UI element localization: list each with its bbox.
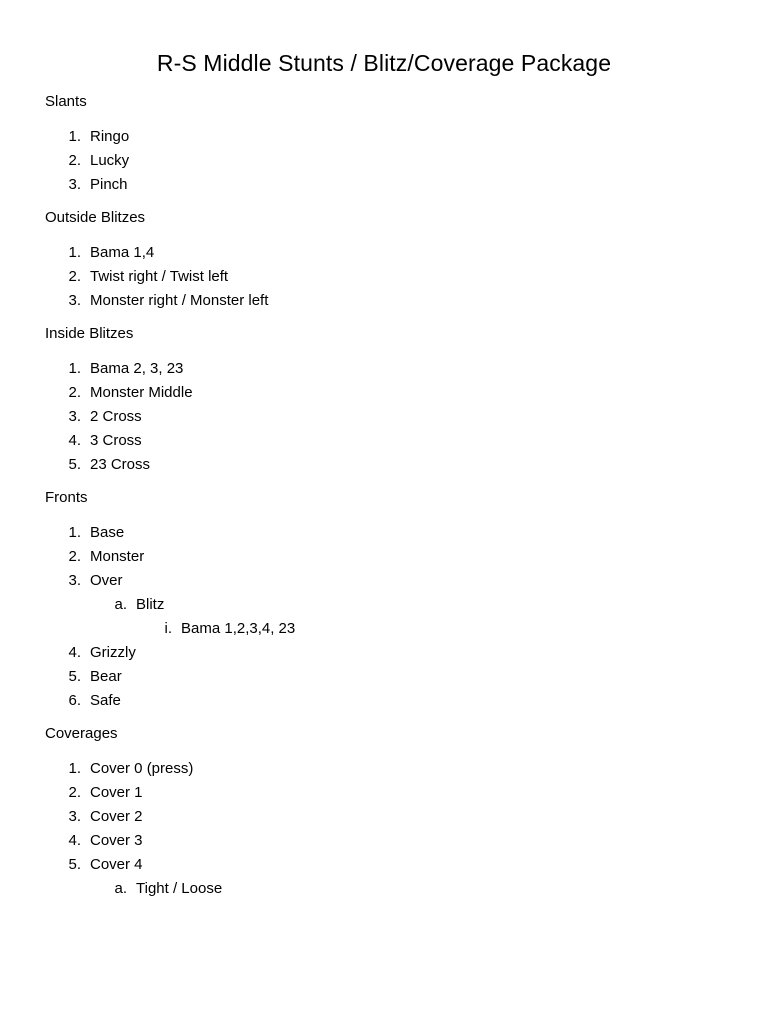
list-number: 3. [68,572,81,589]
list-roman: i. [164,620,172,637]
list-number: 5. [68,456,81,473]
list-text: 3 Cross [90,432,142,449]
list-text: Safe [90,692,121,709]
list-text: Pinch [90,176,128,193]
list-number: 4. [68,644,81,661]
list-text: Bama 2, 3, 23 [90,360,184,377]
section-heading-inside-blitzes: Inside Blitzes [45,325,134,342]
list-number: 3. [68,808,81,825]
list-text: Cover 3 [90,832,143,849]
list-number: 2. [68,268,81,285]
list-text: Grizzly [90,644,136,661]
list-text: Cover 4 [90,856,143,873]
section-heading-coverages: Coverages [45,725,118,742]
list-text: Bama 1,4 [90,244,155,261]
list-number: 4. [68,832,81,849]
list-text: Cover 1 [90,784,143,801]
list-text: Monster right / Monster left [90,292,269,309]
list-number: 6. [68,692,81,709]
section-heading-outside-blitzes: Outside Blitzes [45,209,146,226]
list-text: Over [90,572,123,589]
list-letter: a. [114,596,127,613]
list-text: Blitz [136,596,165,613]
list-text: Monster [90,548,145,565]
list-number: 1. [68,128,81,145]
list-text: Lucky [90,152,130,169]
list-text: Cover 0 (press) [90,760,194,777]
list-number: 1. [68,244,81,261]
list-text: Ringo [90,128,130,145]
list-number: 1. [68,524,81,541]
list-text: Bear [90,668,122,685]
document-title: R-S Middle Stunts / Blitz/Coverage Package [156,50,612,76]
list-number: 5. [68,668,81,685]
list-number: 2. [68,152,81,169]
list-text: Base [90,524,125,541]
list-number: 4. [68,432,81,449]
list-text: Monster Middle [90,384,193,401]
list-text: Bama 1,2,3,4, 23 [181,620,296,637]
list-number: 1. [68,760,81,777]
list-number: 3. [68,176,81,193]
list-text: 23 Cross [90,456,151,473]
list-number: 3. [68,292,81,309]
list-number: 5. [68,856,81,873]
list-text: Twist right / Twist left [90,268,229,285]
list-number: 2. [68,548,81,565]
list-letter: a. [114,880,127,897]
list-text: Cover 2 [90,808,143,825]
list-number: 2. [68,784,81,801]
list-number: 2. [68,384,81,401]
section-heading-fronts: Fronts [45,489,88,506]
list-text: Tight / Loose [136,880,223,897]
section-heading-slants: Slants [45,93,87,110]
list-number: 3. [68,408,81,425]
list-text: 2 Cross [90,408,142,425]
list-number: 1. [68,360,81,377]
